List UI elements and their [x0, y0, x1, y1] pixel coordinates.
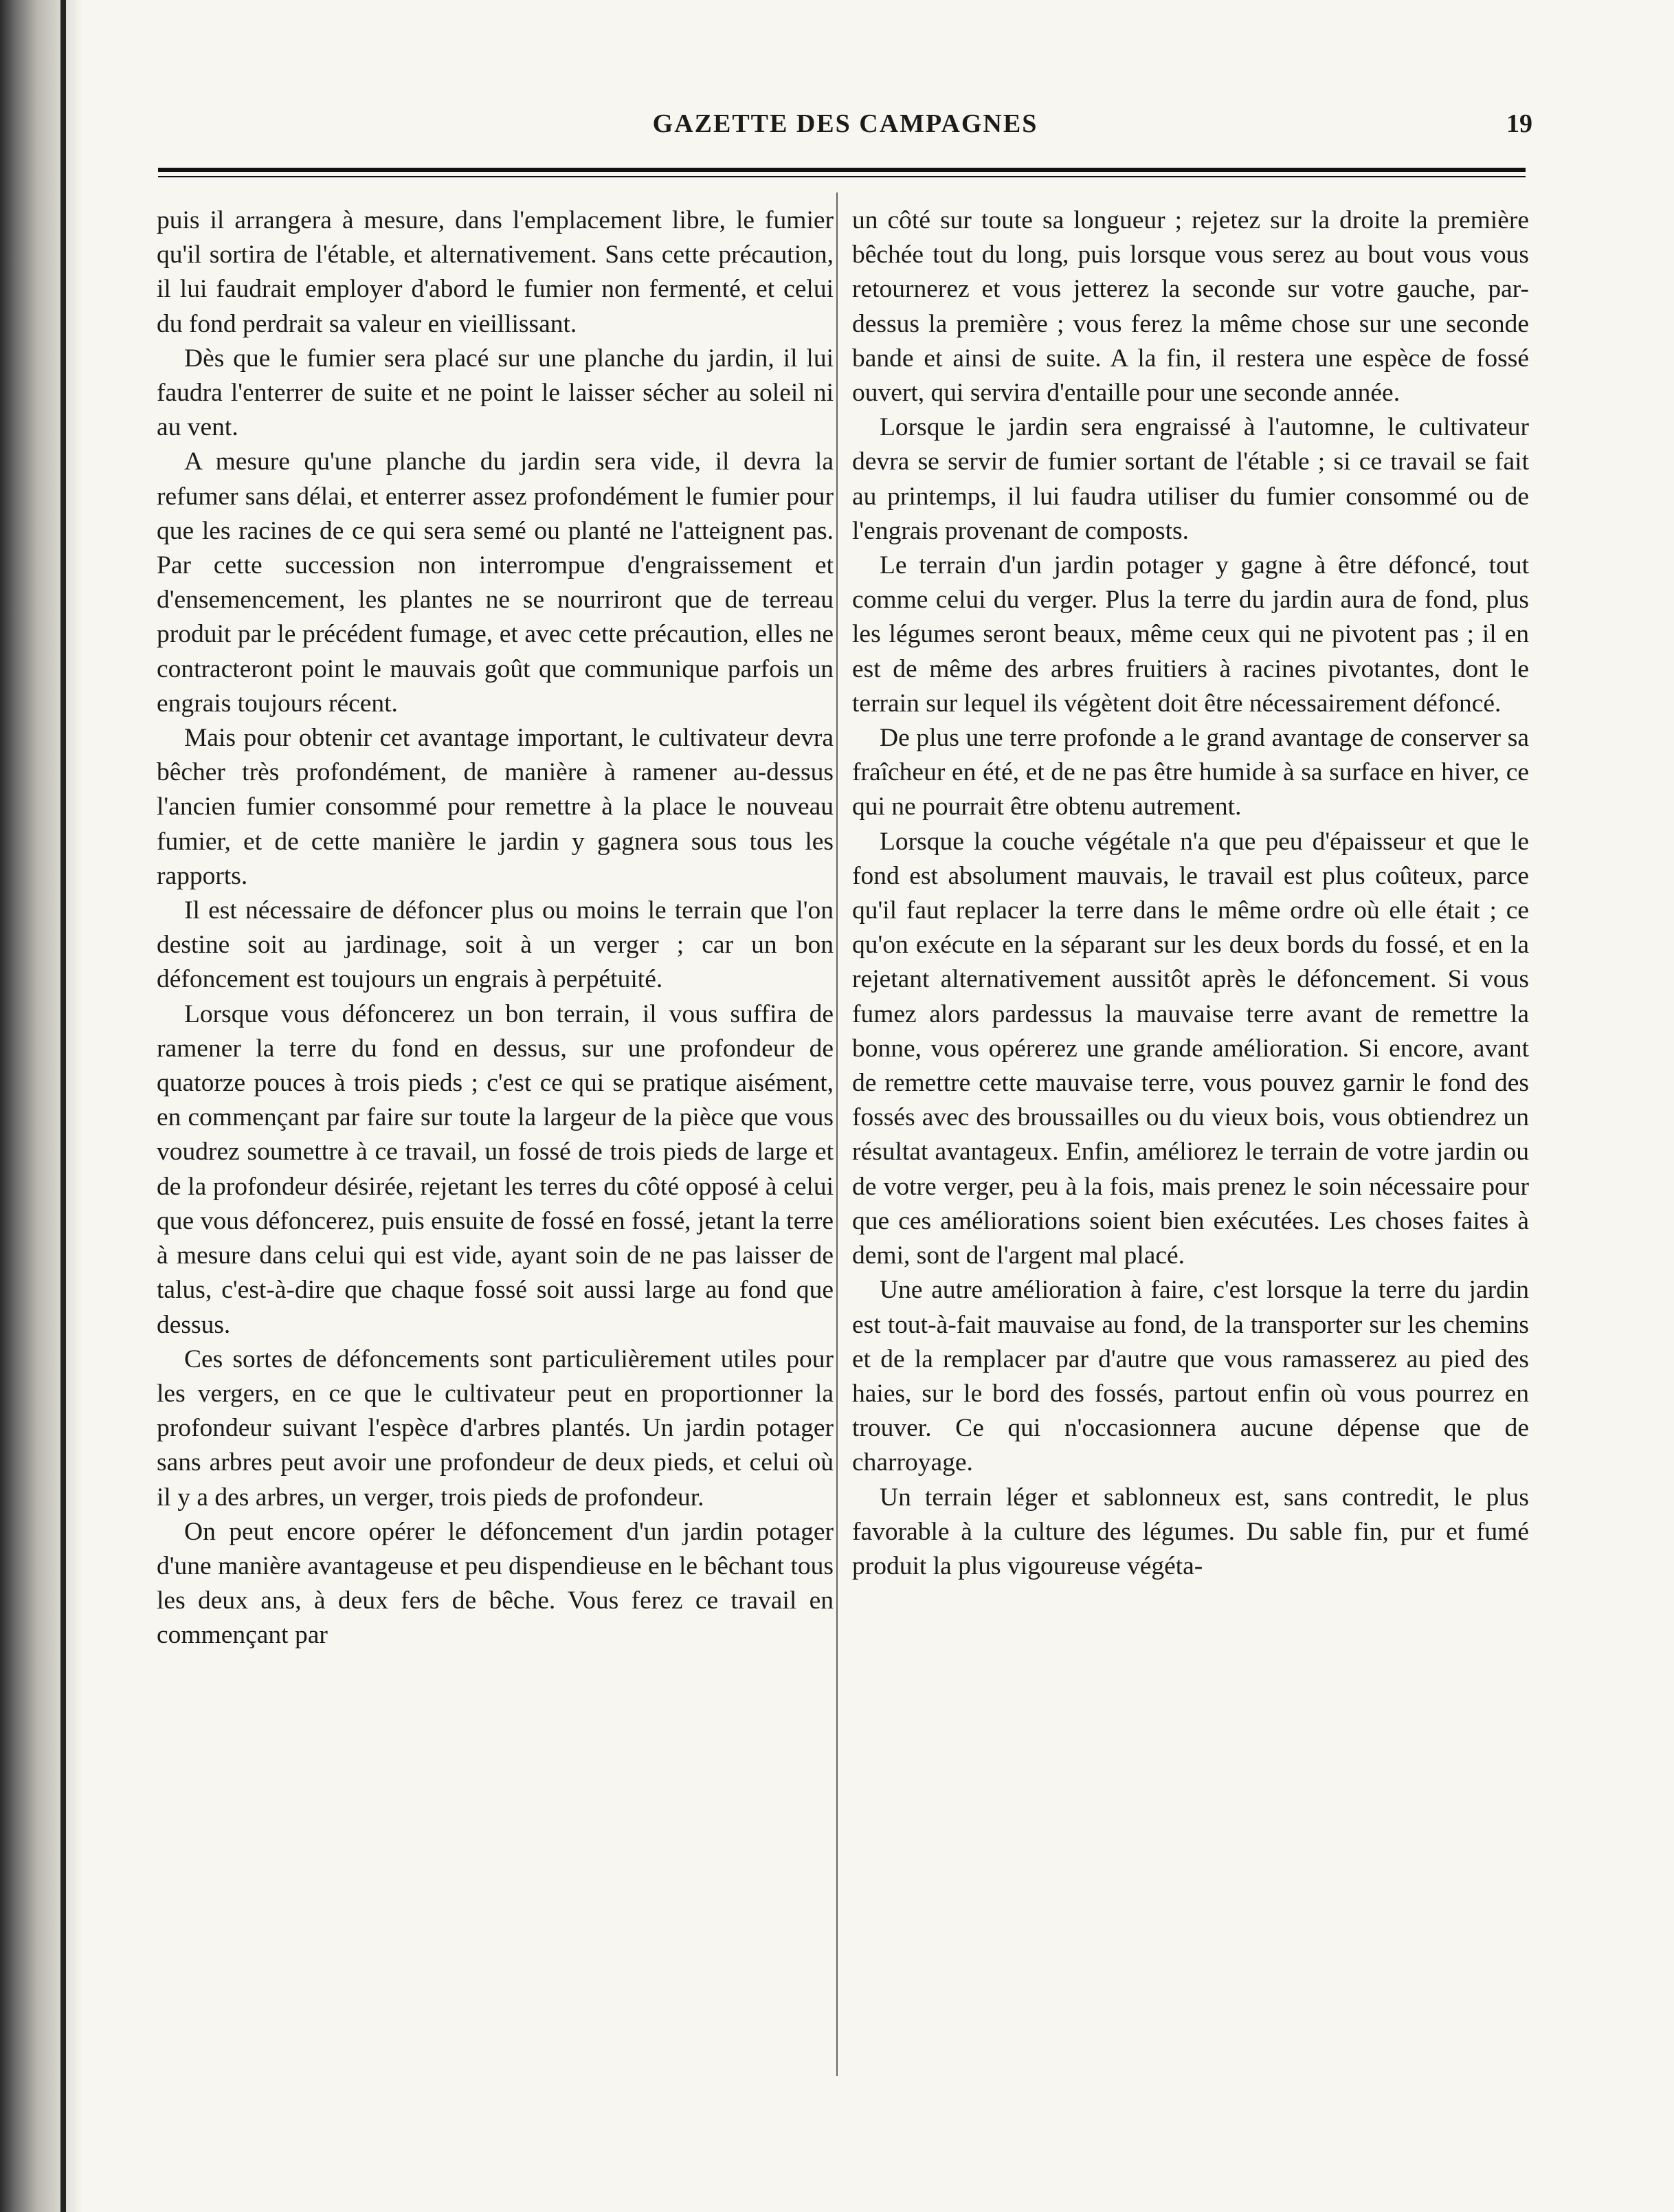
paragraph: Le terrain d'un jardin potager y gagne à être défoncé, tout comme celui du verger. Plus la terre du jardin aura de fond, plus les légumes seront beaux, même ceux qui ne pivotent pas ; il en est de même des arbres fruitiers à racines pivotantes, dont le terrain sur lequel ils végètent doit être nécessairement défoncé.	[852, 551, 1529, 718]
page-binding-edge	[0, 0, 82, 2212]
paragraph: Lorsque vous défoncerez un bon terrain, il vous suffira de ramener la terre du fond en dessus, sur une profondeur de quatorze pouces à trois pieds ; c'est ce qui se pratique aisément, en commençant par faire sur toute la largeur de la pièce que vous voudrez soumettre à ce travail, un fossé de trois pieds de large et de la profondeur désirée, rejetant les terres du côté opposé à celui que vous défoncerez, puis ensuite de fossé en fossé, jetant la terre à mesure dans celui qui est vide, ayant soin de ne pas laisser de talus, c'est-à-dire que chaque fossé soit aussi large au fond que dessus.	[157, 999, 834, 1339]
paragraph: Lorsque la couche végétale n'a que peu d'épaisseur et que le fond est absolument mauvais, le travail est plus coûteux, parce qu'il faut replacer la terre dans le même ordre où elle était ; ce qu'on exécute en la séparant sur les deux bords du fossé, et en la rejetant alternativement aussitôt après le défoncement. Si vous fumez alors pardessus la mauvaise terre avant de remettre la bonne, vous opérerez une grande amélioration. Si encore, avant de remettre cette mauvaise terre, vous pouvez garnir le fond des fossés avec des broussailles ou du vieux bois, vous obtiendrez un résultat avantageux. Enfin, améliorez le terrain de votre jardin ou de votre verger, peu à la fois, mais prenez le soin nécessaire pour que ces améliorations soient bien exécutées. Les choses faites à demi, sont de l'argent mal placé.	[852, 827, 1529, 1270]
paragraph: Dès que le fumier sera placé sur une planche du jardin, il lui faudra l'enterrer de suite et ne point le laisser sécher au soleil ni au vent.	[157, 344, 834, 442]
left-column	[157, 203, 834, 1653]
paragraph: Une autre amélioration à faire, c'est lorsque la terre du jardin est tout-à-fait mauvaise au fond, de la transporter sur les chemins et de la remplacer par d'autre que vous ramasserez au pied des haies, sur le bord des fossés, partout enfin où vous pourrez en trouver. Ce qui n'occasionnera aucune dépense que de charroyage.	[852, 1276, 1529, 1477]
paragraph: Ces sortes de défoncements sont particulièrement utiles pour les vergers, en ce que le cultivateur peut en proportionner la profondeur suivant l'espèce d'arbres plantés. Un jardin potager sans arbres peut avoir une profondeur de deux pieds, et celui où il y a des arbres, un verger, trois pieds de profondeur.	[157, 1345, 834, 1512]
paragraph: On peut encore opérer le défoncement d'un jardin potager d'une manière avantageuse et peu dispendieuse en le bêchant tous les deux ans, à deux fers de bêche. Vous ferez ce travail en commençant par	[157, 1517, 834, 1650]
paragraph: Lorsque le jardin sera engraissé à l'automne, le cultivateur devra se servir de fumier sortant de l'étable ; si ce travail se fait au printemps, il lui faudra utiliser du fumier consommé ou de l'engrais provenant de composts.	[852, 413, 1529, 545]
paragraph: A mesure qu'une planche du jardin sera vide, il devra la refumer sans délai, et enterrer assez profondément le fumier pour que les racines de ce qui sera semé ou planté ne l'atteignent pas. Par cette succession non interrompue d'engraissement et d'ensemencement, les plantes ne se nourriront que de terreau produit par le précédent fumage, et avec cette précaution, elles ne contracteront point le mauvais goût que communique parfois un engrais toujours récent.	[157, 447, 834, 718]
page-title: GAZETTE DES CAMPAGNES	[652, 109, 1038, 138]
paragraph: un côté sur toute sa longueur ; rejetez sur la droite la première bêchée tout du long, puis lorsque vous serez au bout vous vous retournerez et vous jetterez la seconde sur votre gauche, par-dessus la première ; vous ferez la même chose sur une seconde bande et ainsi de suite. A la fin, il restera une espèce de fossé ouvert, qui servira d'entaille pour une seconde année.	[852, 206, 1529, 408]
right-column	[852, 203, 1529, 1584]
column-divider	[836, 192, 838, 2076]
page-header	[158, 103, 1532, 144]
paragraph: Un terrain léger et sablonneux est, sans contredit, le plus favorable à la culture des légumes. Du sable fin, pur et fumé produit la plus vigoureuse végéta-	[852, 1483, 1529, 1580]
header-rule-thin	[158, 176, 1526, 177]
binding-line	[60, 0, 66, 2212]
paragraph: De plus une terre profonde a le grand avantage de conserver sa fraîcheur en été, et de ne pas être humide à sa surface en hiver, ce qui ne pourrait être obtenu autrement.	[852, 724, 1529, 821]
paragraph: puis il arrangera à mesure, dans l'emplacement libre, le fumier qu'il sortira de l'étable, et alternativement. Sans cette précaution, il lui faudrait employer d'abord le fumier non fermenté, et celui du fond perdrait sa valeur en vieillissant.	[157, 206, 834, 338]
header-rule-thick	[158, 168, 1526, 172]
page-number: 19	[1506, 109, 1532, 138]
paragraph: Mais pour obtenir cet avantage important, le cultivateur devra bêcher très profondément, de manière à ramener au-dessus l'ancien fumier consommé pour remettre à la place le nouveau fumier, et de cette manière le jardin y gagnera sous tous les rapports.	[157, 724, 834, 890]
paragraph: Il est nécessaire de défoncer plus ou moins le terrain que l'on destine soit au jardinage, soit à un verger ; car un bon défoncement est toujours un engrais à perpétuité.	[157, 896, 834, 994]
